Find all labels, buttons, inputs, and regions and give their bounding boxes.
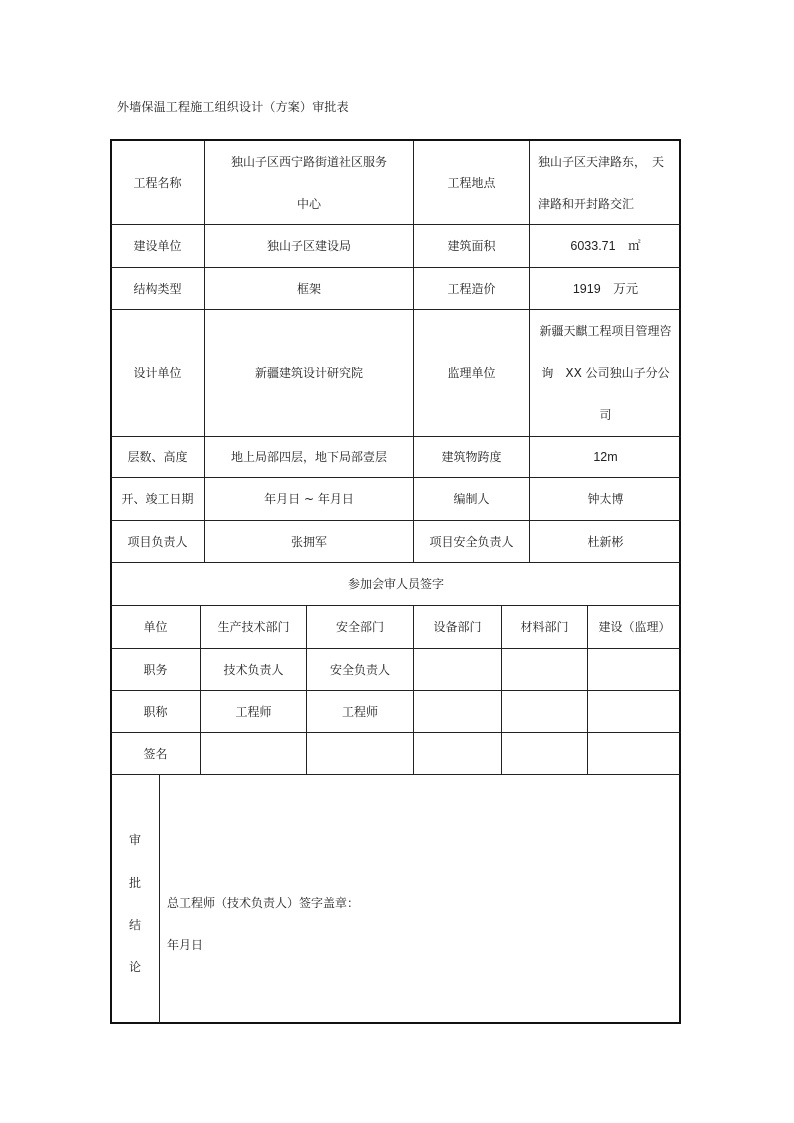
chief-engineer-signature-line: 总工程师（技术负责人）签字盖章： bbox=[167, 896, 360, 910]
review-section-header: 参加会审人员签字 bbox=[347, 577, 444, 591]
label-start-end-date: 开、竣工日期 bbox=[121, 492, 194, 506]
conclusion-label-char: 审 bbox=[128, 833, 141, 847]
row-label-position: 职务 bbox=[143, 662, 168, 677]
label-owner-unit: 建设单位 bbox=[133, 239, 182, 253]
column-header-unit: 单位 bbox=[143, 620, 168, 634]
column-header-equipment: 设备部门 bbox=[433, 620, 482, 634]
label-compiler: 编制人 bbox=[453, 492, 490, 506]
table-cell: 技术负责人 bbox=[223, 662, 284, 677]
conclusion-label-char: 批 bbox=[128, 876, 141, 890]
label-project-cost: 工程造价 bbox=[447, 281, 496, 296]
value-project-location: 独山子区天津路东， 天津路和开封路交汇 bbox=[538, 154, 665, 211]
value-project-manager: 张拥军 bbox=[290, 534, 327, 549]
value-project-name: 独山子区西宁路街道社区服务中心 bbox=[230, 154, 387, 211]
conclusion-label-char: 论 bbox=[128, 960, 141, 974]
column-header-production-tech: 生产技术部门 bbox=[217, 620, 290, 634]
value-safety-manager: 杜新彬 bbox=[587, 534, 624, 549]
label-floors-height: 层数、高度 bbox=[127, 450, 188, 464]
value-building-area: 6033.71 ㎡ bbox=[570, 239, 641, 253]
label-safety-manager: 项目安全负责人 bbox=[429, 534, 514, 549]
table-cell: 安全负责人 bbox=[329, 662, 390, 677]
document-title: 外墙保温工程施工组织设计（方案）审批表 bbox=[117, 100, 349, 114]
conclusion-label-char: 结 bbox=[128, 918, 141, 932]
value-structure-type: 框架 bbox=[296, 281, 321, 296]
value-start-end-date: 年月日 ~ 年月日 bbox=[264, 492, 354, 506]
value-floors-height: 地上局部四层，地下局部壹层 bbox=[230, 450, 387, 464]
column-header-construction-supervision: 建设（监理） bbox=[598, 620, 671, 634]
value-project-cost: 1919 万元 bbox=[572, 281, 639, 296]
value-design-unit: 新疆建筑设计研究院 bbox=[254, 366, 363, 380]
label-supervision-unit: 监理单位 bbox=[447, 366, 496, 380]
table-cell: 工程师 bbox=[235, 704, 272, 719]
value-owner-unit: 独山子区建设局 bbox=[266, 239, 351, 253]
row-label-signature: 签名 bbox=[143, 746, 168, 761]
label-structure-type: 结构类型 bbox=[133, 281, 182, 296]
row-label-title: 职称 bbox=[143, 704, 168, 719]
value-compiler: 钟太博 bbox=[587, 492, 624, 506]
conclusion-date-line: 年月日 bbox=[167, 938, 204, 952]
label-project-name: 工程名称 bbox=[133, 175, 182, 190]
label-building-area: 建筑面积 bbox=[447, 239, 496, 253]
label-project-location: 工程地点 bbox=[447, 175, 496, 190]
value-supervision-unit: 新疆天麒工程项目管理咨询 XX 公司独山子分公司 bbox=[539, 324, 672, 422]
row-divider bbox=[111, 774, 681, 775]
column-header-materials: 材料部门 bbox=[520, 620, 569, 634]
table-cell: 工程师 bbox=[341, 704, 378, 719]
label-design-unit: 设计单位 bbox=[133, 366, 182, 380]
label-project-manager: 项目负责人 bbox=[127, 534, 188, 549]
label-building-span: 建筑物跨度 bbox=[441, 450, 502, 464]
column-header-safety: 安全部门 bbox=[335, 620, 384, 634]
value-building-span: 12m bbox=[593, 450, 618, 464]
column-divider bbox=[159, 774, 160, 1023]
